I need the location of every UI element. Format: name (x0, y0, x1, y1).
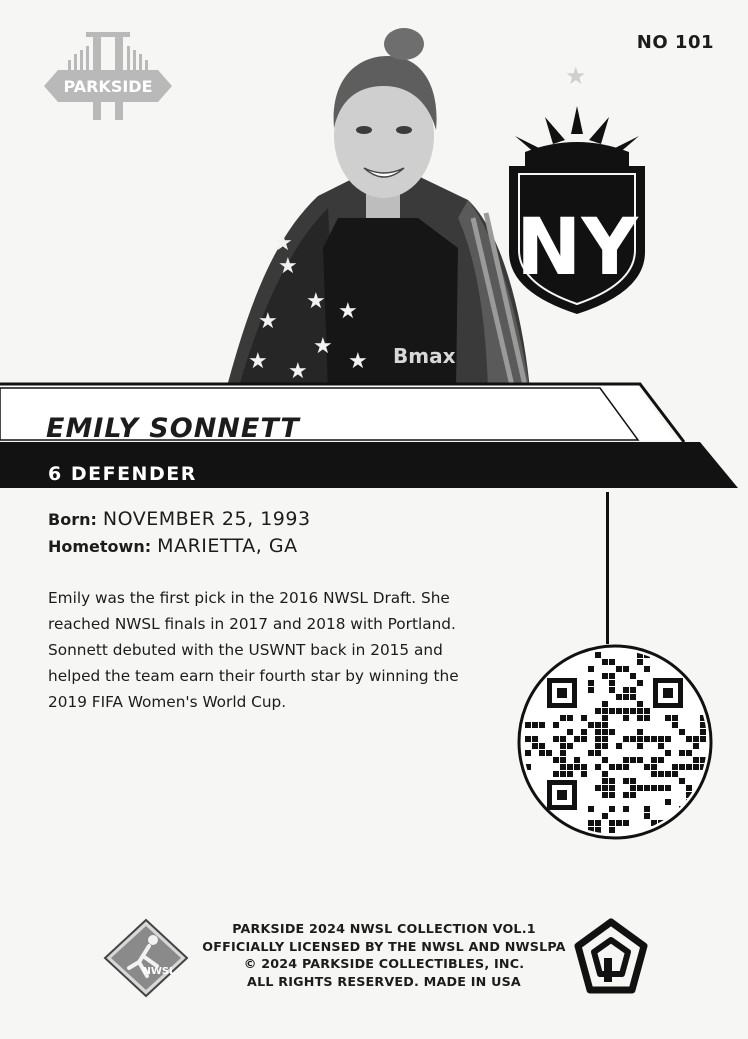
qr-module (602, 757, 608, 763)
qr-module (630, 736, 636, 742)
qr-module (588, 687, 594, 693)
player-photo (218, 18, 533, 394)
qr-module (686, 764, 692, 770)
qr-module (602, 771, 608, 777)
qr-module (581, 764, 587, 770)
qr-module (525, 736, 531, 742)
qr-module (567, 743, 573, 749)
hometown-row (48, 533, 508, 560)
qr-module (644, 764, 650, 770)
qr-module (616, 820, 622, 826)
legal-line: PARKSIDE 2024 NWSL COLLECTION VOL.1 (232, 921, 536, 936)
qr-module (658, 757, 664, 763)
qr-module (700, 806, 706, 812)
qr-module (658, 736, 664, 742)
qr-module (630, 792, 636, 798)
qr-module (665, 736, 671, 742)
qr-module (623, 764, 629, 770)
qr-module (581, 771, 587, 777)
qr-module (609, 778, 615, 784)
qr-module (602, 722, 608, 728)
brand-name: PARKSIDE (63, 77, 153, 96)
qr-module (602, 659, 608, 665)
qr-module (637, 743, 643, 749)
qr-module (623, 666, 629, 672)
player-name: EMILY SONNETT (46, 413, 300, 444)
qr-module (609, 680, 615, 686)
qr-module (595, 743, 601, 749)
qr-module (595, 652, 601, 658)
hometown-label: Hometown: (48, 537, 152, 556)
qr-module (651, 736, 657, 742)
qr-module (546, 750, 552, 756)
qr-module (679, 764, 685, 770)
qr-module (539, 743, 545, 749)
story-line: reached NWSL finals in 2017 and 2018 with Portland. (48, 615, 456, 633)
qr-module (693, 736, 699, 742)
story-line: 2019 FIFA Women's World Cup. (48, 693, 287, 711)
qr-module (539, 722, 545, 728)
qr-module (651, 785, 657, 791)
qr-module (686, 750, 692, 756)
qr-module (637, 659, 643, 665)
qr-module (609, 792, 615, 798)
qr-module (672, 764, 678, 770)
qr-module (679, 778, 685, 784)
qr-module (644, 708, 650, 714)
qr-module (623, 757, 629, 763)
qr-module (588, 680, 594, 686)
qr-module (637, 715, 643, 721)
team-abbr: NY (516, 203, 638, 293)
qr-module (637, 680, 643, 686)
svg-text:★: ★ (313, 334, 333, 359)
divider-line (606, 492, 609, 644)
qr-module (567, 729, 573, 735)
qr-module (637, 757, 643, 763)
svg-text:★: ★ (338, 299, 358, 324)
svg-text:★: ★ (248, 349, 268, 374)
qr-module (623, 715, 629, 721)
qr-module (644, 666, 650, 672)
qr-module (602, 743, 608, 749)
qr-module (630, 694, 636, 700)
born-label: Born: (48, 510, 97, 529)
qr-module (623, 778, 629, 784)
qr-module (560, 771, 566, 777)
qr-module (609, 820, 615, 826)
qr-module (686, 785, 692, 791)
qr-module (588, 666, 594, 672)
qr-module (574, 757, 580, 763)
qr-module (574, 764, 580, 770)
qr-module (609, 827, 615, 833)
qr-module (686, 820, 692, 826)
qr-module (595, 729, 601, 735)
qr-module (693, 827, 699, 833)
qr-module (595, 820, 601, 826)
qr-module (581, 715, 587, 721)
qr-module (630, 708, 636, 714)
qr-module (539, 750, 545, 756)
qr-module (700, 792, 706, 798)
qr-module (532, 736, 538, 742)
qr-module (630, 778, 636, 784)
qr-module (581, 729, 587, 735)
svg-text:★: ★ (348, 349, 368, 374)
qr-module (560, 743, 566, 749)
qr-module (616, 764, 622, 770)
svg-text:★: ★ (288, 359, 308, 384)
qr-module (700, 820, 706, 826)
qr-module (560, 736, 566, 742)
player-bio-facts (48, 506, 508, 560)
qr-module (651, 771, 657, 777)
qr-module (693, 799, 699, 805)
qr-module (609, 659, 615, 665)
qr-module (623, 792, 629, 798)
story-line: helped the team earn their fourth star by winning the (48, 667, 459, 685)
qr-module (665, 771, 671, 777)
qr-module (637, 708, 643, 714)
qr-module (525, 750, 531, 756)
player-story (48, 585, 498, 715)
qr-module (581, 736, 587, 742)
qr-module (567, 764, 573, 770)
qr-module (623, 806, 629, 812)
qr-module (560, 715, 566, 721)
qr-module (609, 806, 615, 812)
qr-module (623, 708, 629, 714)
legal-line: © 2024 PARKSIDE COLLECTIBLES, INC. (243, 956, 525, 971)
player-number-position: 6 DEFENDER (48, 463, 197, 485)
qr-module (616, 743, 622, 749)
qr-module (553, 771, 559, 777)
qr-module (665, 750, 671, 756)
qr-module (588, 820, 594, 826)
qr-module (644, 813, 650, 819)
legal-line: OFFICIALLY LICENSED BY THE NWSL AND NWSLPA (202, 938, 566, 954)
qr-module (665, 715, 671, 721)
qr-module (679, 729, 685, 735)
qr-module (658, 771, 664, 777)
qr-module (693, 757, 699, 763)
qr-module (665, 785, 671, 791)
qr-module (623, 687, 629, 693)
qr-module (595, 708, 601, 714)
qr-module (700, 729, 706, 735)
qr-module (637, 785, 643, 791)
qr-module (602, 715, 608, 721)
qr-module (651, 764, 657, 770)
qr-module (644, 806, 650, 812)
qr-module (553, 722, 559, 728)
qr-module (532, 743, 538, 749)
qr-module (665, 799, 671, 805)
qr-module (693, 813, 699, 819)
qr-module (602, 785, 608, 791)
qr-module (658, 743, 664, 749)
qr-module (588, 722, 594, 728)
qr-module (588, 806, 594, 812)
qr-module (630, 757, 636, 763)
qr-module (672, 771, 678, 777)
qr-module (623, 820, 629, 826)
qr-module (679, 750, 685, 756)
story-line: Sonnett debuted with the USWNT back in 2015 and (48, 641, 443, 659)
qr-module (609, 764, 615, 770)
qr-module (560, 757, 566, 763)
qr-module (623, 694, 629, 700)
qr-module (672, 715, 678, 721)
qr-module (602, 778, 608, 784)
qr-module (665, 827, 671, 833)
qr-module (609, 687, 615, 693)
qr-module (602, 813, 608, 819)
legal-text (196, 920, 572, 990)
qr-module (658, 785, 664, 791)
qr-module (630, 687, 636, 693)
qr-module (553, 736, 559, 742)
qr-module (560, 750, 566, 756)
qr-module (651, 757, 657, 763)
svg-text:★: ★ (273, 231, 293, 256)
parkside-logo-icon (38, 30, 178, 125)
qr-module (630, 785, 636, 791)
qr-module (637, 736, 643, 742)
qr-module (609, 785, 615, 791)
qr-module (525, 722, 531, 728)
qr-module (616, 708, 622, 714)
qr-module (595, 722, 601, 728)
nwsl-logo-icon (103, 918, 189, 998)
qr-module (630, 673, 636, 679)
qr-module (672, 827, 678, 833)
hometown-value: MARIETTA, GA (157, 535, 298, 557)
qr-module (574, 736, 580, 742)
qr-module (609, 673, 615, 679)
nwslpa-logo-icon (574, 918, 648, 996)
born-value: NOVEMBER 25, 1993 (102, 508, 311, 530)
qr-module (602, 729, 608, 735)
qr-module (672, 722, 678, 728)
qr-module (567, 715, 573, 721)
qr-module (686, 736, 692, 742)
ny-crest-icon (495, 62, 660, 317)
qr-module (644, 736, 650, 742)
qr-module (560, 764, 566, 770)
qr-module (595, 785, 601, 791)
legal-line: ALL RIGHTS RESERVED. MADE IN USA (247, 973, 521, 989)
qr-module (693, 764, 699, 770)
qr-module (595, 764, 601, 770)
qr-module (595, 736, 601, 742)
qr-module (700, 736, 706, 742)
qr-module (616, 666, 622, 672)
svg-text:Bmax: Bmax (393, 344, 456, 368)
qr-module (637, 729, 643, 735)
qr-module (602, 708, 608, 714)
qr-module (588, 750, 594, 756)
qr-code-icon[interactable] (517, 644, 713, 840)
qr-module (602, 736, 608, 742)
league-badge-text: NWSL (142, 966, 176, 977)
qr-module (602, 673, 608, 679)
qr-module (637, 701, 643, 707)
card-number: NO 101 (636, 32, 714, 53)
qr-module (602, 792, 608, 798)
svg-text:★: ★ (565, 62, 587, 90)
svg-text:★: ★ (306, 289, 326, 314)
svg-text:★: ★ (258, 309, 278, 334)
born-row (48, 506, 508, 533)
qr-module (595, 750, 601, 756)
qr-module (567, 771, 573, 777)
qr-module (644, 715, 650, 721)
qr-module (693, 743, 699, 749)
qr-module (609, 708, 615, 714)
qr-module (609, 729, 615, 735)
qr-module (553, 757, 559, 763)
qr-module (532, 722, 538, 728)
qr-module (623, 736, 629, 742)
qr-module (602, 701, 608, 707)
qr-module (644, 785, 650, 791)
story-line: Emily was the first pick in the 2016 NWSL Draft. She (48, 589, 450, 607)
svg-text:★: ★ (278, 254, 298, 279)
qr-module (616, 694, 622, 700)
